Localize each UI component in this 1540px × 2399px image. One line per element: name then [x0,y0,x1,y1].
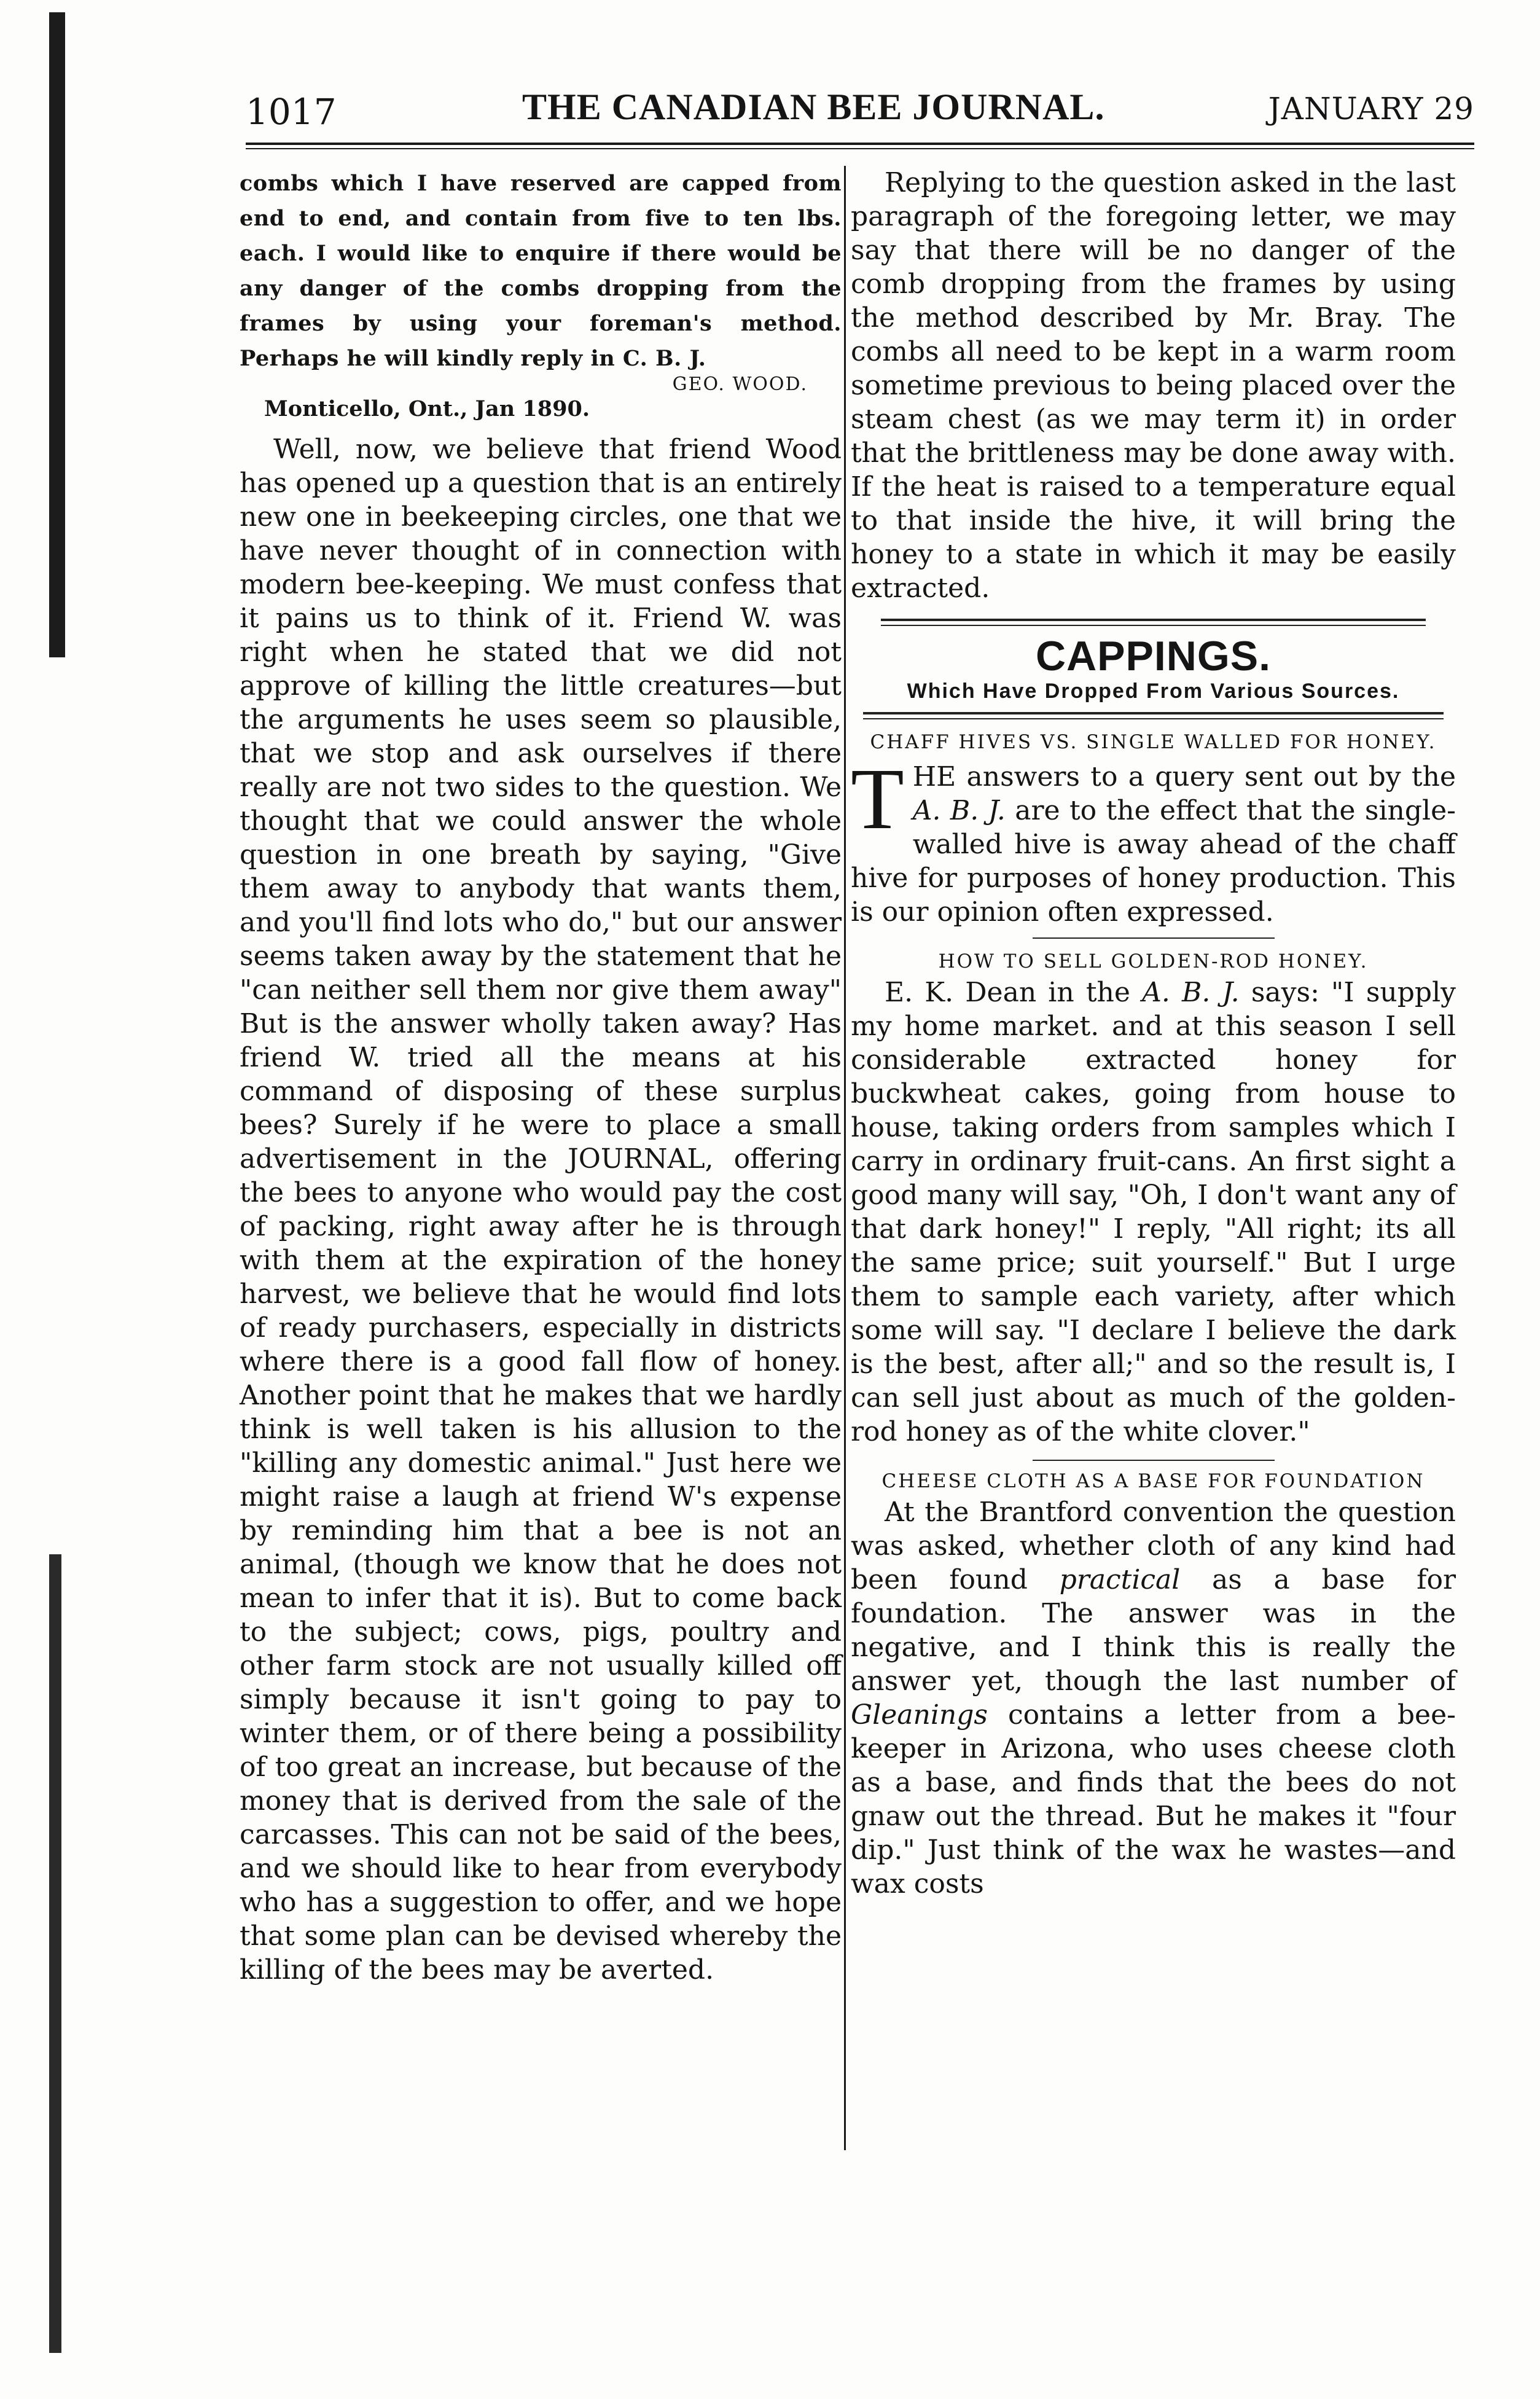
text-italic: Gleanings [851,1699,988,1731]
cappings-title: CAPPINGS. [1035,633,1272,679]
text-segment: contains a letter from a bee-keeper in Arizona, who uses cheese cloth as a base, and finds that the bees do not gnaw out the thread. But he makes it "four dip." Just think of the wax he wastes—and wax costs [851,1699,1456,1900]
left-column [240,166,842,1987]
text-segment: as a base for foundation. The answer was in the negative, and I think this is really the answer yet, though the last number of [851,1564,1456,1697]
section-divider [1033,937,1275,939]
column-divider [844,166,846,2150]
section-heading: HOW TO SELL GOLDEN-ROD HONEY. [938,950,1369,973]
section-text [851,1495,1456,1901]
journal-title: THE CANADIAN BEE JOURNAL. [522,87,1105,127]
text-italic: A. B. J. [912,795,1006,826]
editorial-response: Well, now, we believe that friend Wood has opened up a question that is an entirely new one in beekeeping circles, one that we have never thought of in connection with modern bee-keeping. We must confess that it pains us to think of it. Friend W. was right when he stated that we did not approve of killing the little creatures—but the arguments he uses seem so plausible, that we stop and ask ourselves if there really are not two sides to the question. We thought that we could answer the whole question in one breath by saying, "Give them away to anybody that wants them, and you'll find lots who do," but our answer seems taken away by the statement that he "can neither sell them nor give them away" But is the answer wholly taken away? Has friend W. tried all the means at his command of disposing of these surplus bees? Surely if he were to place a small advertisement in the JOURNAL, offering the bees to anyone who would pay the cost of packing, right away after he is through with them at the expiration of the honey harvest, we believe that he would find lots of ready purchasers, especially in districts where there is a good fall flow of honey. Another point that he makes that we hardly think is well taken is his allusion to the "killing any domestic animal." Just here we might raise a laugh at friend W's expense by reminding him that a bee is not an animal, (though we know that he does not mean to infer that it is). But to come back to the subject; cows, pigs, poultry and other farm stock are not usually killed off simply because it isn't going to pay to winter them, or of there being a possibility of too great an increase, but because of the money that is derived from the sale of the carcasses. This can not be said of the bees, and we should like to hear from everybody who has a suggestion to offer, and we hope that some plan can be devised whereby the killing of the bees may be averted. [240,434,842,1986]
drop-cap: T [851,750,904,847]
letter-location-date: Monticello, Ont., Jan 1890. [264,396,590,421]
section-text [851,976,1456,1449]
right-column [851,166,1456,1901]
letter-signature: GEO. WOOD. [672,374,808,395]
binding-edge-bottom [49,1554,61,2353]
text-italic: A. B. J. [1142,977,1240,1008]
cappings-top-rule [851,619,1456,626]
page-number: 1017 [246,91,337,133]
text-segment: says: "I supply my home market. and at this season I sell considerable extracted honey for buckwheat cakes, going from house to house, taking orders from samples which I carry in ordinary fruit-cans. An first sight a good many will say, "Oh, I don't want any of that dark honey!" I reply, "All right; its all the same price; suit yourself." But I urge them to sample each variety, after which some will say. "I declare I believe the dark is the best, after all;" and so the result is, I can sell just about as much of the golden-rod honey as of the white clover." [851,977,1456,1447]
header-rule-thin [246,148,1474,149]
binding-edge-top [49,12,65,657]
letter-text: combs which I have reserved are capped from end to end, and contain from five to ten lbs. each. I would like to enquire if there would be any danger of the combs dropping from the frames by using your foreman's method. Perhaps he will kindly reply in C. B. J. [240,171,842,371]
section-divider [1033,1460,1275,1461]
text-italic: practical [1059,1564,1181,1595]
section-heading: CHAFF HIVES VS. SINGLE WALLED FOR HONEY. [870,731,1437,753]
header-rule [246,143,1474,145]
section-heading: CHEESE CLOTH AS A BASE FOR FOUNDATION [881,1470,1425,1492]
section-cheese-cloth [851,1467,1456,1901]
cappings-subtitle: Which Have Dropped From Various Sources. [907,679,1400,703]
section-golden-rod [851,947,1456,1461]
section-chaff-hives [851,728,1456,939]
page-header [246,86,1474,141]
text-segment: are to the effect that the single-walled hive is away ahead of the chaff hive for purposes of honey production. This is our opinion often expressed. [851,795,1456,928]
text-segment: E. K. Dean in the [885,977,1143,1008]
text-segment: At the Brantford convention the question was asked, whether cloth of any kind had been found [851,1497,1456,1595]
issue-date: JANUARY 29 [1268,91,1474,127]
reply-text: Replying to the question asked in the last paragraph of the foregoing letter, we may say that there will be no danger of the comb dropping from the frames by using the method described by Mr. Bray. The combs all need to be kept in a warm room sometime previous to being placed over the steam chest (as we may term it) in order that the brittleness may be done away with. If the heat is raised to a temperature equal to that inside the hive, it will bring the honey to a state in which it may be easily extracted. [851,167,1456,604]
section-text [851,750,1456,929]
text-segment: HE answers to a query sent out by the [912,761,1456,792]
cappings-bottom-rule [851,712,1456,719]
